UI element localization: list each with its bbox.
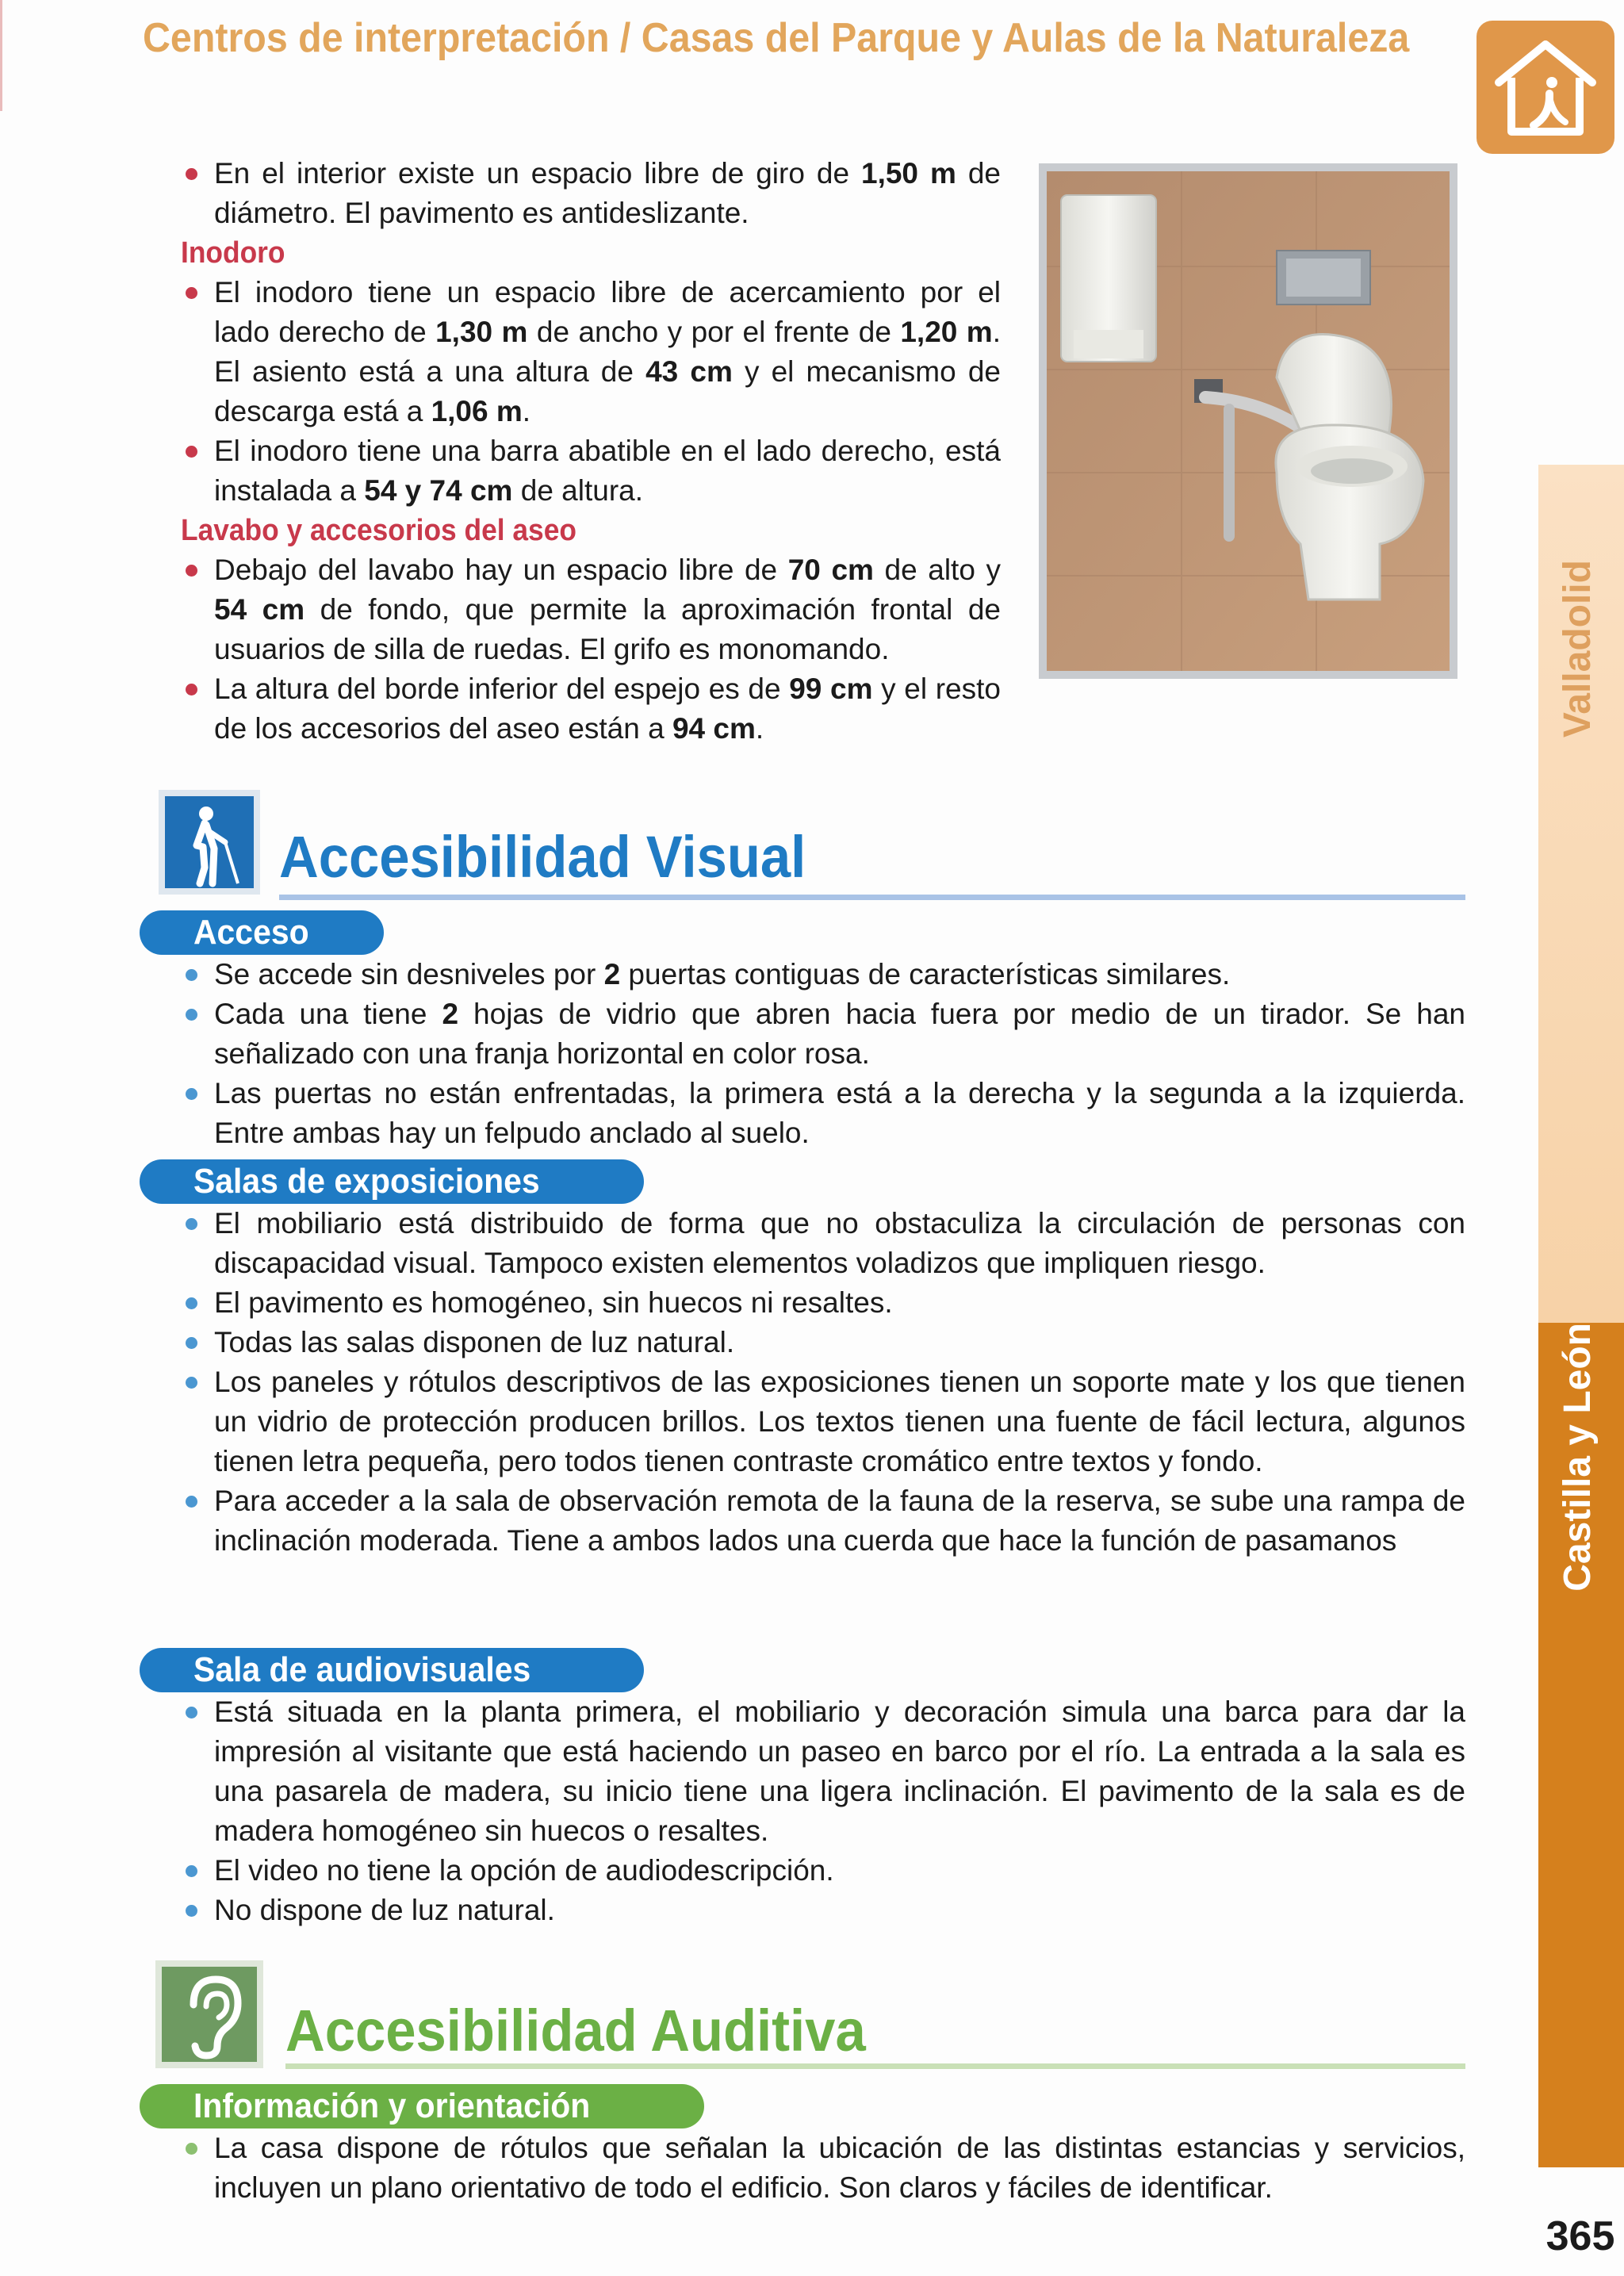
house-info-icon [1477,21,1614,154]
pill-acceso: Acceso [140,910,384,955]
bold-value: 1,30 m [435,316,528,348]
bold-value: 94 cm [672,712,756,745]
bullet-dot [186,1337,197,1349]
list-item [181,154,1001,233]
ear-icon [155,1960,263,2068]
bold-value: 54 cm [214,593,305,626]
item-text: La altura del borde inferior del espejo es de 99 cm y el resto de los accesorios del aseo están a 94 cm. [214,672,1001,745]
bold-value: 2 [603,958,621,990]
bullet-dot [186,1297,197,1309]
bold-value: 43 cm [645,355,733,388]
list-item [181,2128,1465,2208]
sidebar-region-tab [1538,1323,1624,2167]
item-text: El inodoro tiene una barra abatible en el lado derecho, está instalada a 54 y 74 cm de altura. [214,435,1001,507]
audiovisuales-list [181,1692,1465,1930]
bullet-dot [186,969,197,981]
bold-value: 1,20 m [900,316,993,348]
item-text: El pavimento es homogéneo, sin huecos ni resaltes. [214,1286,893,1319]
list-item [181,1481,1465,1561]
list-item [181,1204,1465,1283]
list-item [181,431,1001,511]
pill-informacion: Información y orientación [140,2084,704,2128]
item-text: Las puertas no están enfrentadas, la primera está a la derecha y la segunda a la izquierda. Entre ambas hay un felpudo anclado al suelo. [214,1077,1465,1149]
bullet-dot [186,1218,197,1230]
sidebar-province-label: Valladolid [1557,560,1599,738]
item-text: El video no tiene la opción de audiodescripción. [214,1854,834,1887]
bullet-dot [186,287,197,299]
top-column [181,154,1001,749]
list-item [181,550,1001,669]
section-title-auditiva: Accesibilidad Auditiva [285,1998,866,2063]
bold-value: 99 cm [789,672,873,705]
section-title-visual: Accesibilidad Visual [279,824,806,890]
bullet-dot [186,565,197,577]
item-text: Cada una tiene 2 hojas de vidrio que abren hacia fuera por medio de un tirador. Se han señalizado con una franja horizontal en color rosa. [214,998,1465,1070]
blind-person-icon [159,790,260,895]
item-text: Para acceder a la sala de observación remota de la fauna de la reserva, se sube una rampa de inclinación moderada. Tiene a ambos lados una cuerda que hace la función de pasamanos [214,1485,1465,1557]
pill-salas: Salas de exposiciones [140,1159,644,1204]
bullet-dot [186,1496,197,1508]
bold-value: 1,06 m [431,395,523,427]
list-item [181,1891,1465,1930]
item-text: Está situada en la planta primera, el mobiliario y decoración simula una barca para dar la impresión al visitante que está haciendo un paseo en barco por el río. La entrada a la sala es una pasarela de madera, su inicio tiene una ligera inclinación. El pavimento de la sala es de madera homogéneo sin huecos o resaltes. [214,1696,1465,1847]
toilet-photo [1039,163,1457,679]
list-item [181,994,1465,1074]
bullet-dot [186,168,197,180]
list-item [181,1283,1465,1323]
pill-audiovisuales: Sala de audiovisuales [140,1648,644,1692]
list-item [181,1692,1465,1851]
list-item [181,1074,1465,1153]
subheading-lavabo: Lavabo y accesorios del aseo [181,514,576,547]
bold-value: 54 y 74 cm [364,474,513,507]
header-title: Centros de interpretación / Casas del Parque y Aulas de la Naturaleza [143,15,1410,61]
sidebar-province-tab [1538,465,1624,1323]
informacion-list [181,2128,1465,2208]
item-text: Se accede sin desniveles por 2 puertas contiguas de características similares. [214,958,1231,990]
item-text: La casa dispone de rótulos que señalan la ubicación de las distintas estancias y servicios, incluyen un plano orientativo de todo el edificio. Son claros y fáciles de identificar. [214,2132,1465,2204]
bullet-dot [186,1377,197,1389]
item-text: El inodoro tiene un espacio libre de acercamiento por el lado derecho de 1,30 m de ancho y por el frente de 1,20 m. El asiento está a una altura de 43 cm y el mecanismo de descarga está a 1,06 m. [214,276,1001,427]
salas-list [181,1204,1465,1561]
bullet-dot [186,684,197,695]
list-item [181,1323,1465,1362]
list-item [181,273,1001,431]
section-rule-auditiva [285,2063,1465,2069]
bold-value: 1,50 m [861,157,956,190]
item-text: Los paneles y rótulos descriptivos de las exposiciones tienen un soporte mate y los que tienen un vidrio de protección producen brillos. Los textos tienen una fuente de fácil lectura, algunos tienen letra pequeña, pero todos tienen contraste cromático entre textos y fondo. [214,1366,1465,1477]
section-rule-visual [279,895,1465,900]
acceso-list [181,955,1465,1153]
bold-value: 70 cm [787,554,874,586]
item-text: En el interior existe un espacio libre de giro de 1,50 m de diámetro. El pavimento es antideslizante. [214,157,1001,229]
list-item [181,1362,1465,1481]
item-text: Todas las salas disponen de luz natural. [214,1326,735,1358]
lavabo-list [181,550,1001,749]
list-item [181,1851,1465,1891]
item-text: No dispone de luz natural. [214,1894,555,1926]
list-item [181,955,1465,994]
bullet-dot [186,1009,197,1021]
inodoro-list [181,273,1001,511]
page-edge-line [0,0,2,111]
bullet-dot [186,2143,197,2155]
sidebar-region-label: Castilla y León [1557,1323,1599,1592]
bullet-dot [186,1865,197,1877]
bullet-dot [186,1707,197,1718]
bullet-dot [186,1088,197,1100]
subheading-inodoro: Inodoro [181,236,285,270]
bullet-dot [186,446,197,458]
item-text: El mobiliario está distribuido de forma que no obstaculiza la circulación de personas con discapacidad visual. Tampoco existen elementos voladizos que impliquen riesgo. [214,1207,1465,1279]
page-number: 365 [1545,2213,1615,2259]
bullet-dot [186,1905,197,1917]
bold-value: 2 [442,998,459,1030]
list-item [181,669,1001,749]
item-text: Debajo del lavabo hay un espacio libre de 70 cm de alto y 54 cm de fondo, que permite la aproximación frontal de usuarios de silla de ruedas. El grifo es monomando. [214,554,1001,665]
